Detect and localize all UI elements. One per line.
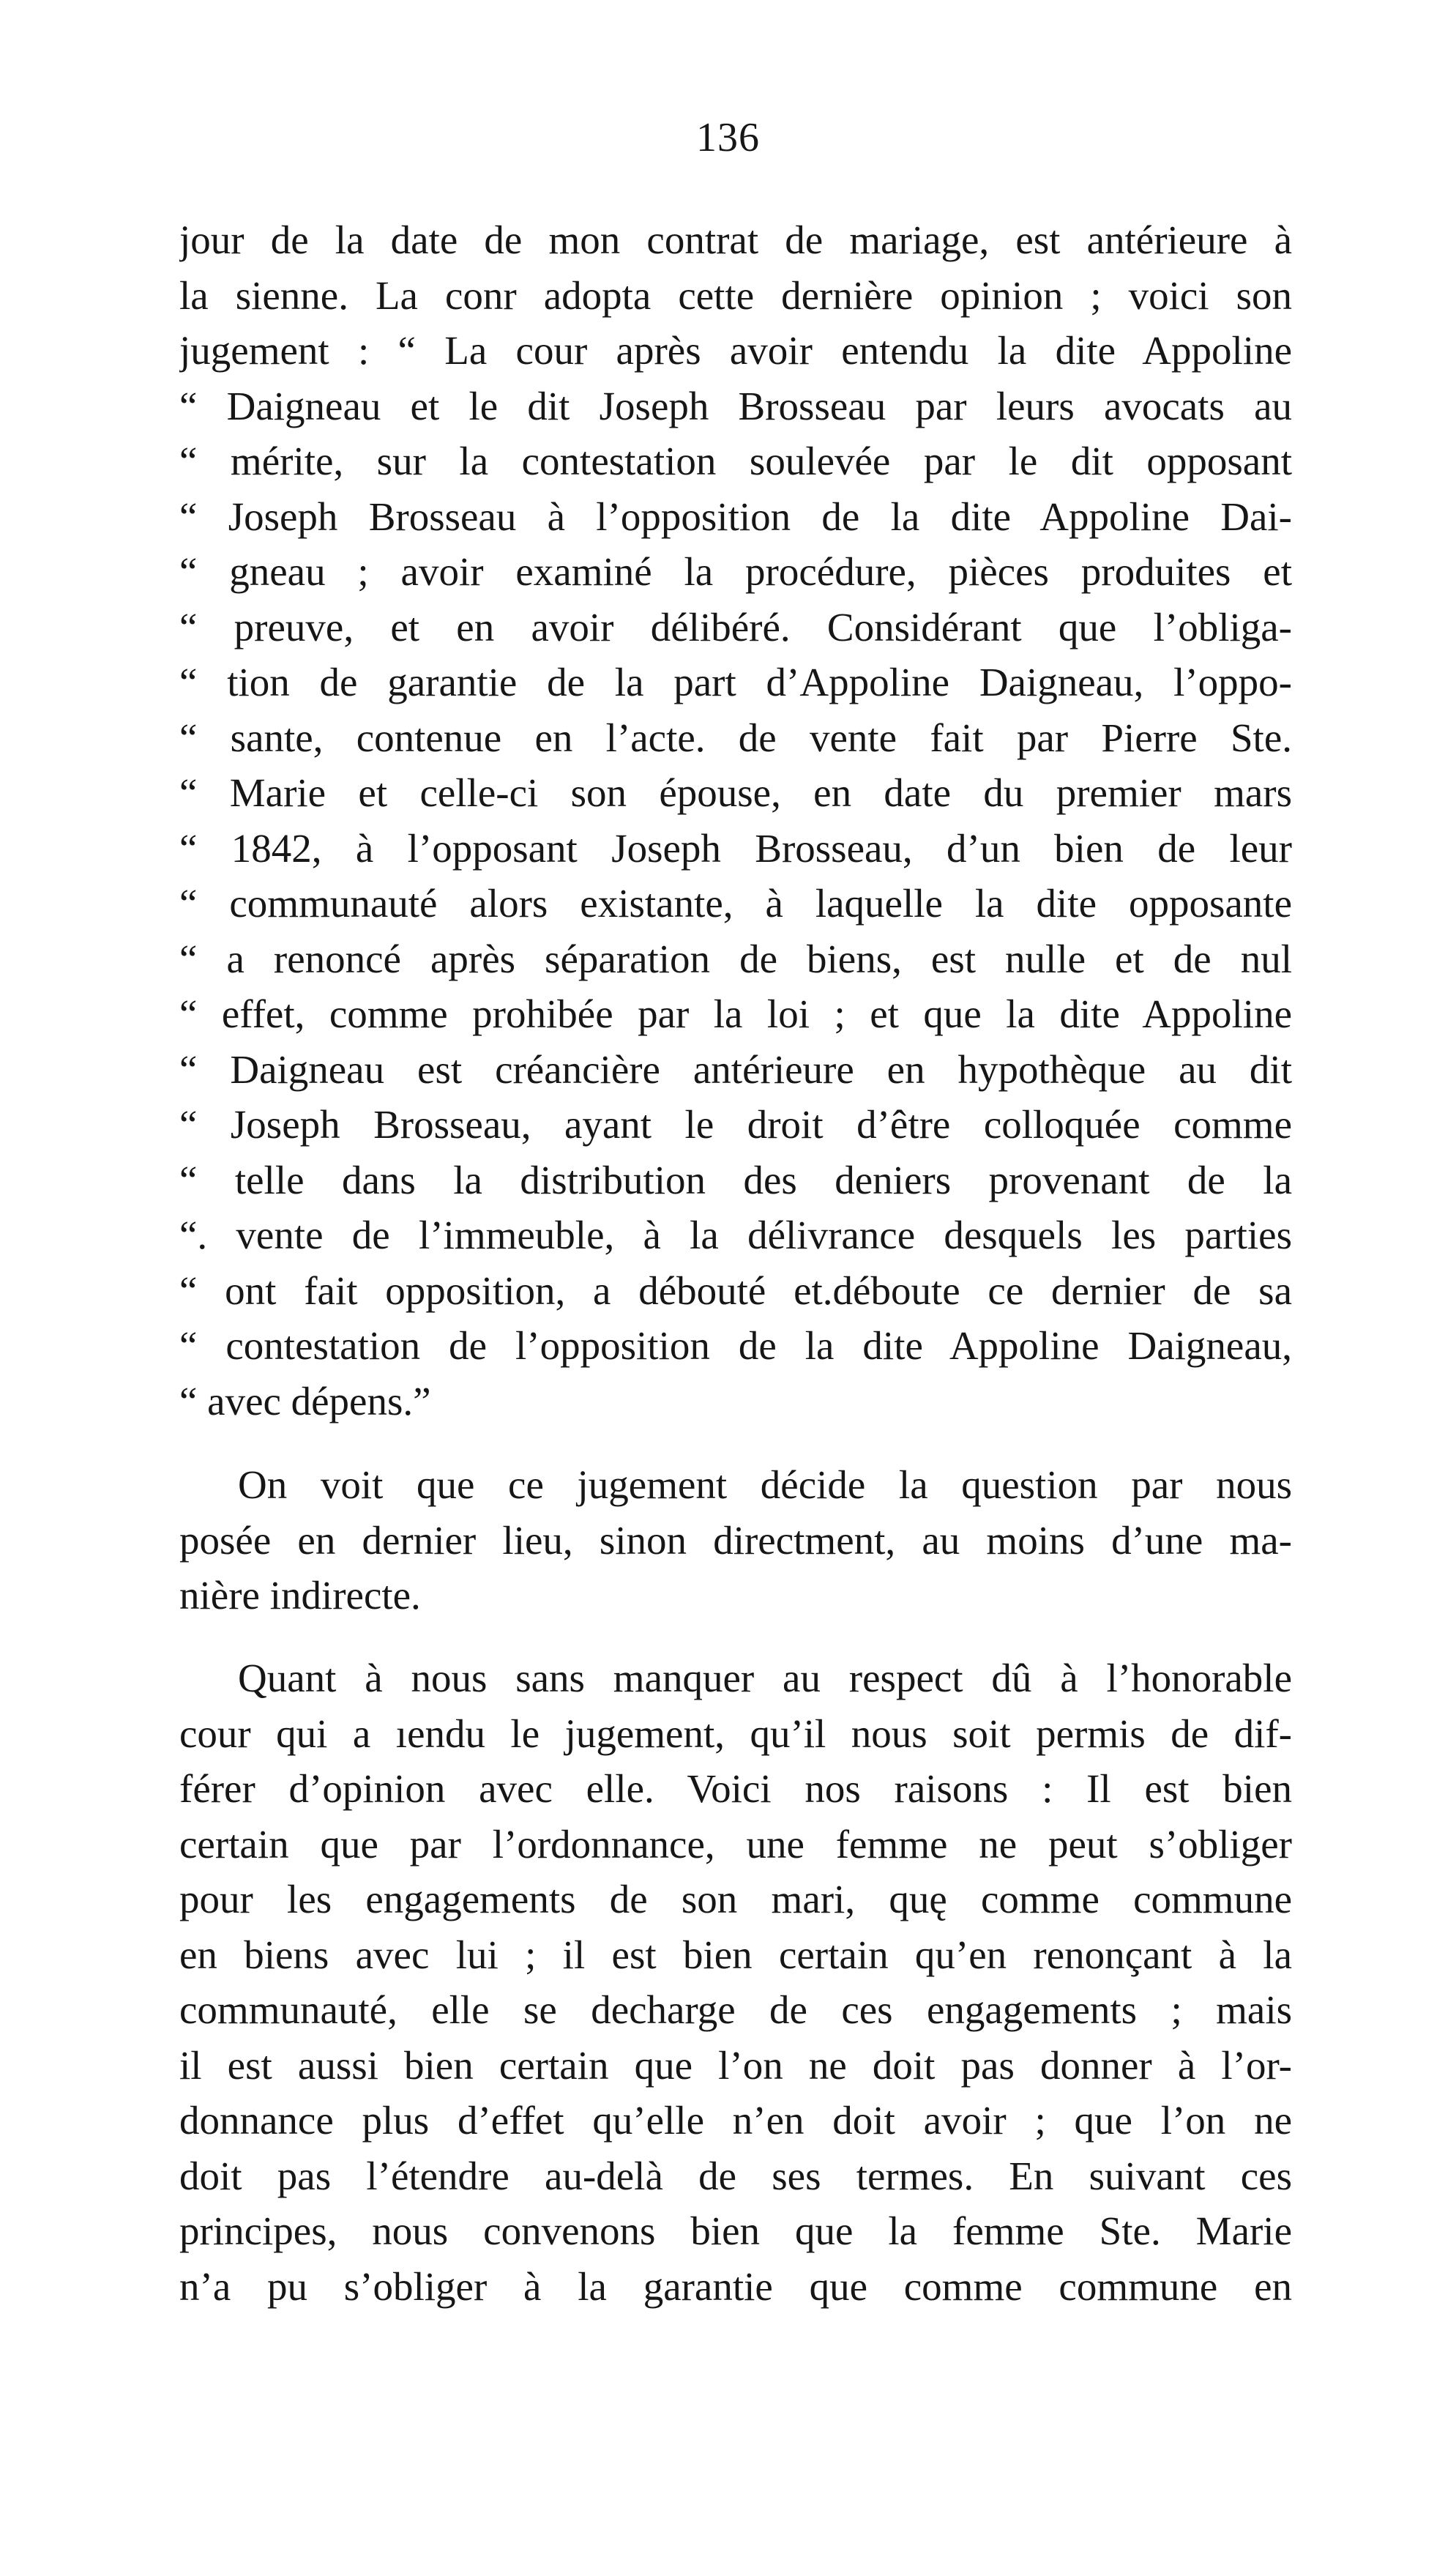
text-line: doit pas l’étendre au-delà de ses termes. En suivant ces — [179, 2153, 1292, 2198]
text-line: cour qui a ıendu le jugement, qu’il nous soit permis de dif- — [179, 1711, 1292, 1756]
text-line: “. vente de l’immeuble, à la délivrance desquels les parties — [179, 1213, 1292, 1257]
quoted-judgment-paragraph — [179, 212, 1292, 1429]
page-number: 136 — [696, 115, 760, 160]
text-line: Quant à nous sans manquer au respect dû à l’honorable — [238, 1656, 1292, 1700]
text-line: “ avec dépens.” — [179, 1378, 431, 1423]
text-line: communauté, elle se decharge de ces engagements ; mais — [179, 1987, 1292, 2032]
text-line: “ contestation de l’opposition de la dite Appoline Daigneau, — [179, 1323, 1292, 1368]
text-line: On voit que ce jugement décide la question par nous — [238, 1462, 1292, 1507]
text-line: “ communauté alors existante, à laquelle la dite opposante — [179, 881, 1292, 926]
text-line: donnance plus d’effet qu’elle n’en doit avoir ; que l’on ne — [179, 2098, 1292, 2143]
text-line: en biens avec lui ; il est bien certain qu’en renonçant à la — [179, 1932, 1292, 1977]
text-line: “ mérite, sur la contestation soulevée par le dit opposant — [179, 439, 1292, 483]
text-line: “ Joseph Brosseau à l’opposition de la dite Appoline Dai- — [179, 494, 1292, 539]
text-line: “ gneau ; avoir examiné la procédure, pièces produites et — [179, 549, 1292, 594]
text-line: “ a renoncé après séparation de biens, est nulle et de nul — [179, 936, 1292, 981]
text-line: principes, nous convenons bien que la femme Ste. Marie — [179, 2208, 1292, 2253]
text-line: “ Joseph Brosseau, ayant le droit d’être colloquée comme — [179, 1102, 1292, 1147]
text-line: il est aussi bien certain que l’on ne doit pas donner à l’or- — [179, 2042, 1292, 2088]
text-line: n’a pu s’obliger à la garantie que comme commune en — [179, 2263, 1292, 2309]
text-line: posée en dernier lieu, sinon directment, au moins d’une ma- — [179, 1517, 1292, 1563]
text-line: nière indirecte. — [179, 1573, 421, 1618]
text-line: “ effet, comme prohibée par la loi ; et que la dite Appoline — [179, 991, 1292, 1036]
text-line: pour les engagements de son mari, quę comme commune — [179, 1877, 1292, 1921]
text-line: jugement : “ La cour après avoir entendu la dite Appoline — [179, 328, 1292, 373]
text-line: “ telle dans la distribution des deniers provenant de la — [179, 1157, 1292, 1202]
text-line: férer d’opinion avec elle. Voici nos raisons : Il est bien — [179, 1766, 1292, 1811]
text-line: “ Marie et celle-ci son épouse, en date du premier mars — [179, 770, 1292, 815]
text-line: “ tion de garantie de la part d’Appoline Daigneau, l’oppo- — [179, 660, 1292, 704]
text-line: “ sante, contenue en l’acte. de vente fait par Pierre Ste. — [179, 715, 1292, 760]
text-line: “ 1842, à l’opposant Joseph Brosseau, d’un bien de leur — [179, 825, 1292, 871]
commentary-paragraph — [179, 1457, 1292, 1623]
text-line: “ Daigneau est créancière antérieure en hypothèque au dit — [179, 1046, 1292, 1092]
text-line: “ preuve, et en avoir délibéré. Considérant que l’obliga- — [179, 604, 1292, 650]
text-line: certain que par l’ordonnance, une femme ne peut s’obliger — [179, 1821, 1292, 1867]
text-line: “ Daigneau et le dit Joseph Brosseau par leurs avocats au — [179, 383, 1292, 428]
text-line: “ ont fait opposition, a débouté et.déboute ce dernier de sa — [179, 1268, 1292, 1313]
text-line: la sienne. La conr adopta cette dernière opinion ; voici son — [179, 272, 1292, 318]
text-line: jour de la date de mon contrat de mariage, est antérieure à — [179, 217, 1292, 262]
argument-paragraph — [179, 1650, 1292, 2314]
